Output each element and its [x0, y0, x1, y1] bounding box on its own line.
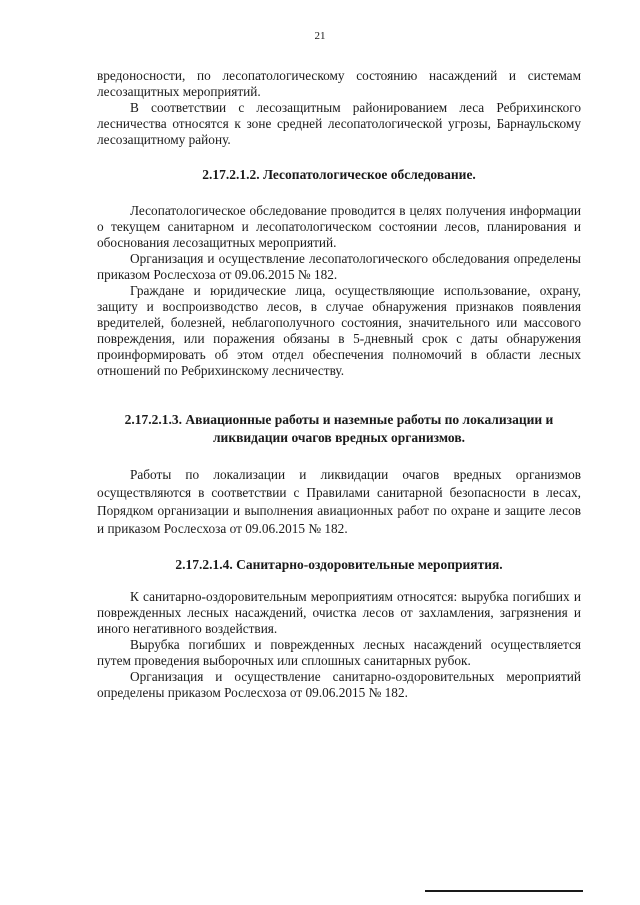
section-2-paragraph-1: Работы по локализации и ликвидации очагов вредных организмов осуществляются в соответствии с Правилами санитарной безопасности в лесах, Порядком организации и выполнения авиационных работ по охране и защите лесов и приказом Рослесхоза от 09.06.2015 № 182.	[97, 467, 581, 536]
intro-paragraph-2: В соответствии с лесозащитным районированием леса Ребрихинского лесничества относятся к зоне средней лесопатологической угрозы, Барнаульскому лесозащитному району.	[97, 100, 581, 147]
section-heading-aviation-line-1: 2.17.2.1.3. Авиационные работы и наземные работы по локализации и	[124, 412, 554, 427]
section-1-text	[97, 203, 581, 379]
section-heading-aviation-line-2: ликвидации очагов вредных организмов.	[212, 430, 466, 445]
section-3-paragraph-2: Вырубка погибших и поврежденных лесных насаждений осуществляется путем проведения выборочных или сплошных санитарных рубок.	[97, 637, 581, 668]
intro-text	[97, 68, 581, 148]
section-3-paragraph-3: Организация и осуществление санитарно-оздоровительных мероприятий определены приказом Рослесхоза от 09.06.2015 № 182.	[97, 669, 581, 700]
intro-paragraph-1: вредоносности, по лесопатологическому состоянию насаждений и системам лесозащитных мероприятий.	[97, 68, 581, 99]
section-3-text	[97, 589, 581, 701]
section-1-paragraph-2: Организация и осуществление лесопатологического обследования определены приказом Рослесхоза от 09.06.2015 № 182.	[97, 251, 581, 282]
section-3-paragraph-1: К санитарно-оздоровительным мероприятиям относятся: вырубка погибших и поврежденных лесных насаждений, очистка лесов от захламления, загрязнения и иного негативного воздействия.	[97, 589, 581, 636]
section-2-text	[97, 466, 581, 538]
section-heading-lesopatologicheskoe: 2.17.2.1.2. Лесопатологическое обследование.	[202, 167, 476, 182]
page-number: 21	[314, 30, 326, 42]
section-1-paragraph-1: Лесопатологическое обследование проводится в целях получения информации о текущем санитарном и лесопатологическом состоянии лесов, планирования и обоснования лесозащитных мероприятий.	[97, 203, 581, 250]
section-heading-aviation-works	[97, 411, 581, 447]
section-heading-sanitary: 2.17.2.1.4. Санитарно-оздоровительные мероприятия.	[175, 557, 503, 572]
bottom-rule	[425, 890, 583, 892]
section-1-paragraph-3: Граждане и юридические лица, осуществляющие использование, охрану, защиту и воспроизводство лесов, в случае обнаружения признаков появления вредителей, болезней, неблагополучного состояния, значительного или массового повреждения, или поражения обязаны в 5-дневный срок с даты обнаружения проинформировать об этом отдел обеспечения полномочий в области лесных отношений по Ребрихинскому лесничеству.	[97, 283, 581, 378]
